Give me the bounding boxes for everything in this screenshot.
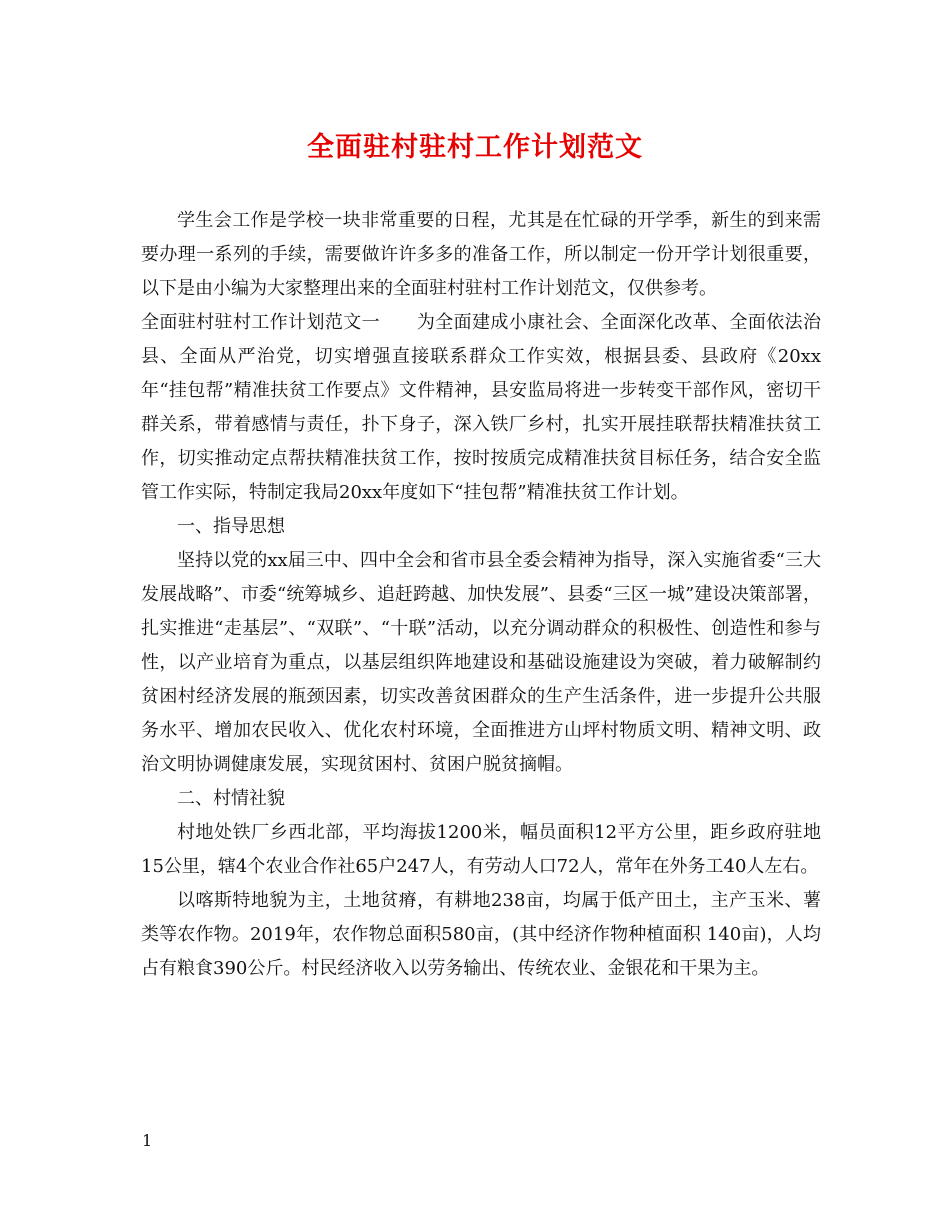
document-body — [141, 204, 821, 986]
section-heading-village-situation: 二、村情社貌 — [177, 788, 285, 809]
section-heading-guiding-ideology: 一、指导思想 — [177, 516, 285, 537]
document-title: 全面驻村驻村工作计划范文 — [307, 132, 643, 163]
paragraph-guiding-ideology: 坚持以党的xx届三中、四中全会和省市县全委会精神为指导，深入实施省委“三大发展战略”、市委“统筹城乡、追赶跨越、加快发展”、县委“三区一城”建设决策部署，扎实推进“走基层”、“双联”、“十联”活动，以充分调动群众的积极性、创造性和参与性，以产业培育为重点，以基层组织阵地建设和基础设施建设为突破，着力破解制约贫困村经济发展的瓶颈因素，切实改善贫困群众的生产生活条件，进一步提升公共服务水平、增加农民收入、优化农村环境，全面推进方山坪村物质文明、精神文明、政治文明协调健康发展，实现贫困村、贫困户脱贫摘帽。 — [141, 550, 821, 775]
paragraph-village-location: 村地处铁厂乡西北部，平均海拔1200米，幅员面积12平方公里，距乡政府驻地15公里，辖4个农业合作社65户247人，有劳动人口72人，常年在外务工40人左右。 — [141, 822, 821, 877]
paragraph-plan-one: 全面驻村驻村工作计划范文一 为全面建成小康社会、全面深化改革、全面依法治县、全面从严治党，切实增强直接联系群众工作实效，根据县委、县政府《20xx年“挂包帮”精准扶贫工作要点》文件精神，县安监局将进一步转变干部作风，密切干群关系，带着感情与责任，扑下身子，深入铁厂乡村，扎实开展挂联帮扶精准扶贫工作，切实推动定点帮扶精准扶贫工作，按时按质完成精准扶贫目标任务，结合安全监管工作实际，特制定我局20xx年度如下“挂包帮”精准扶贫工作计划。 — [141, 312, 821, 503]
page-number: 1 — [142, 1131, 153, 1150]
paragraph-village-economy: 以喀斯特地貌为主，土地贫瘠，有耕地238亩，均属于低产田土，主产玉米、薯类等农作物。2019年，农作物总面积580亩，(其中经济作物种植面积 140亩)，人均占有粮食390公斤。村民经济收入以劳务输出、传统农业、金银花和干果为主。 — [141, 890, 821, 979]
paragraph-intro: 学生会工作是学校一块非常重要的日程，尤其是在忙碌的开学季，新生的到来需要办理一系列的手续，需要做许许多多的准备工作，所以制定一份开学计划很重要，以下是由小编为大家整理出来的全面驻村驻村工作计划范文，仅供参考。 — [141, 210, 821, 299]
